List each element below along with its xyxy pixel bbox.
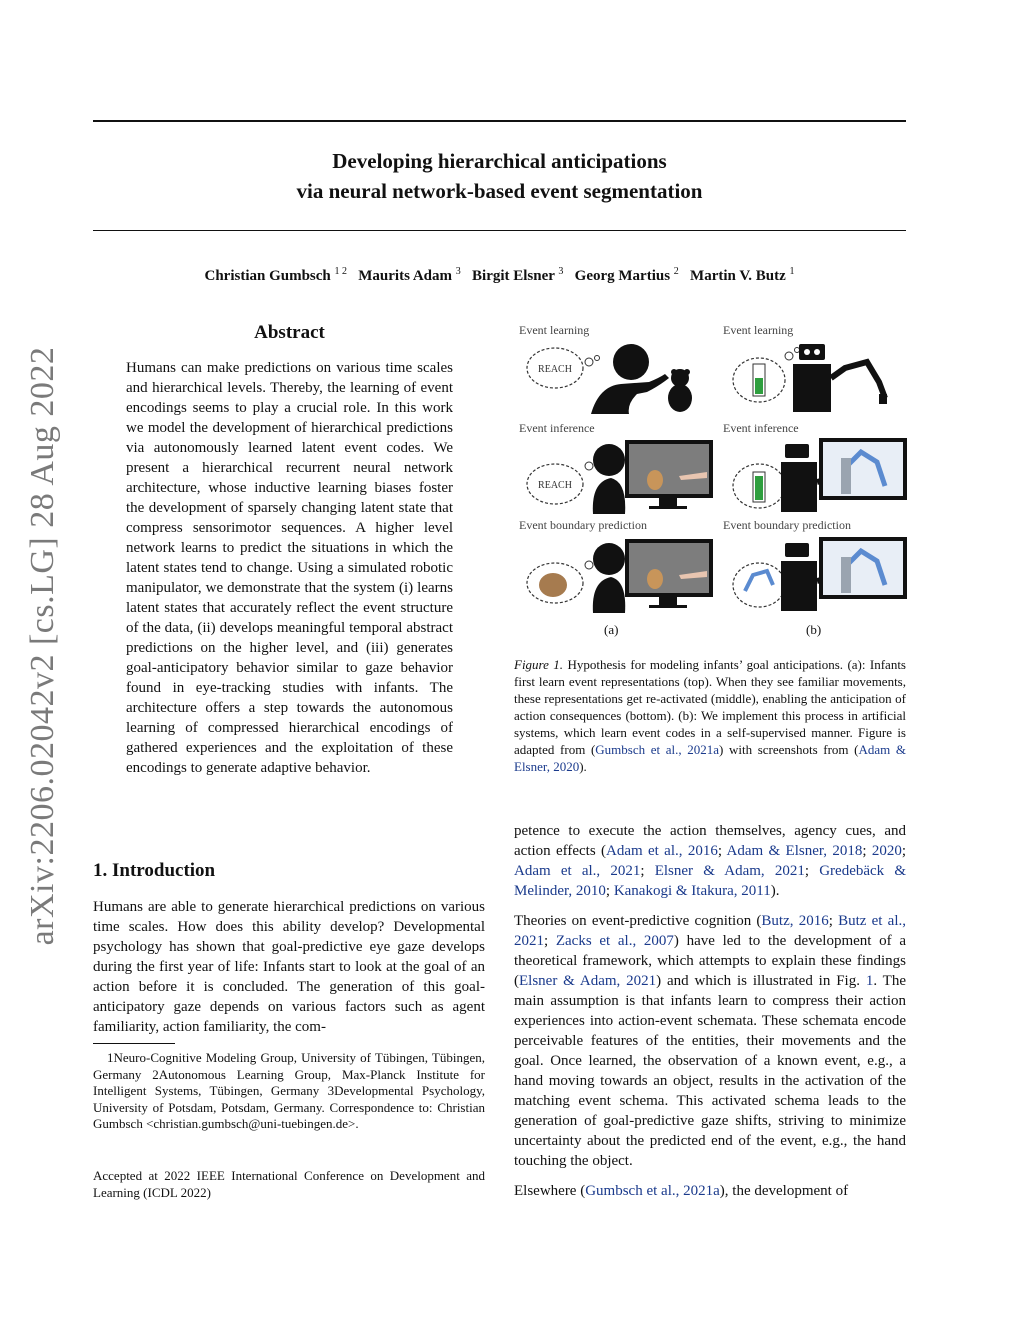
title-line-1: Developing hierarchical anticipations xyxy=(332,149,667,173)
simulated-arm-screenshot-icon xyxy=(819,438,907,500)
citation-link[interactable]: Adam et al., 2016 xyxy=(606,843,718,859)
paragraph-text: . The main assumption is that infants learn to compress their action experiences into action-event schemata. These schemata encode perceivable features of the entities, their movements and the goal. Once learned, the observation of a known event, e.g., a hand moving towards an object, results in the activation of the matching event schema. This activated schema leads to the generation of goal-predictive gaze shifts, striving to minimize uncertainty about the predicted end of the event, e.g., the hand touching the object. xyxy=(514,973,906,1169)
robot-event-inference-illustration xyxy=(723,438,908,514)
citation-link[interactable]: Butz, 2016 xyxy=(761,913,829,929)
figure-caption-text: ). xyxy=(579,759,587,774)
paragraph-text: petence to execute the action themselves, agency cues, and action effects ( xyxy=(514,823,906,859)
bubble-text: REACH xyxy=(538,480,572,491)
paragraph-text: Theories on event-predictive cognition ( xyxy=(514,913,762,929)
figure-label-boundary-b: Event boundary prediction xyxy=(723,518,851,532)
robot-event-learning-illustration xyxy=(723,338,908,416)
citation-link[interactable]: Gumbsch et al., 2021a xyxy=(595,742,720,757)
monitor-screenshot-icon xyxy=(625,539,713,608)
author-name: Maurits Adam xyxy=(358,268,453,284)
acceptance-note: Accepted at 2022 IEEE International Conference on Development and Learning (ICDL 2022) xyxy=(93,1168,485,1200)
figure-caption-text: ) with screenshots from ( xyxy=(719,742,859,757)
citation-link[interactable]: Gredebäck & Melinder, 2010 xyxy=(514,863,907,899)
footnote-rule xyxy=(93,1043,175,1044)
bubble-text: REACH xyxy=(538,364,572,375)
infant-boundary-prediction-illustration xyxy=(519,535,714,615)
author-affiliation: 3 xyxy=(558,266,564,277)
figure-caption-label: Figure 1. xyxy=(514,657,564,672)
intro-paragraph-1: Humans are able to generate hierarchical predictions on various time scales. How does this ability develop? Developmental psychology has shown that goal-predictive eye gaze develops during the first year of life: Infants start to look at the goal of an action before it is concluded. The generation of this goal-anticipatory gaze depends on various factors such as agent familiarity, action familiarity, the com- xyxy=(93,899,485,1035)
citation-link[interactable]: Elsner & Adam, 2021 xyxy=(654,863,805,879)
infant-head-silhouette-icon xyxy=(593,543,625,613)
infant-silhouette-icon xyxy=(591,344,669,414)
title-line-2: via neural network-based event segmentation xyxy=(296,179,703,203)
author-name: Georg Martius xyxy=(574,268,671,284)
abstract-heading: Abstract xyxy=(254,322,325,343)
abstract-text: Humans can make predictions on various time scales and hierarchical levels. Thereby, the learning of event encodings seems to play a crucial role. In this work we model the development of hierarchical predictions via autonomously learned latent event codes. We present a hierarchical recurrent neural network architecture, whose inductive learning biases foster the development of sparsely changing latent state that compress sensorimotor sequences. A higher level network learns to predict the situations in which the latent states tend to change. Using a simulated robotic manipulator, we demonstrate that the system (i) learns latent states that accurately reflect the event structure of the data, (ii) develops meaningful temporal abstract predictions on the higher level, and (iii) generates goal-anticipatory behavior similar to gaze behavior found in eye-tracking studies with infants. The architecture offers a step towards the autonomous learning of compressed hierarchical encodings of gathered experiences and the exploitation of these encodings to generate adaptive behavior. xyxy=(126,360,453,776)
intro-paragraph-3 xyxy=(514,1181,906,1201)
figure-caption-text: Hypothesis for modeling infants’ goal anticipations. (a): Infants first learn event representations (top). When they see familiar movements, these representations get re-activated (middle), enabling the anticipation of action consequences (bottom). (b): We implement this process in artificial systems, which learn event codes in a self-supervised manner. Figure is adapted from ( xyxy=(514,657,906,757)
infant-head-silhouette-icon xyxy=(593,444,625,514)
paragraph-text: ), the development of xyxy=(719,1183,849,1199)
citation-link[interactable]: Kanakogi & Itakura, 2011 xyxy=(613,883,771,899)
thought-bubble-icon xyxy=(733,348,800,403)
section-heading-introduction: 1. Introduction xyxy=(93,860,216,881)
author-affiliation: 1 2 xyxy=(334,266,348,277)
citation-link[interactable]: Zacks et al., 2007 xyxy=(555,933,674,949)
title-rule-top xyxy=(93,120,906,122)
intro-paragraph-1-continued: petence to execute the action themselves, agency cues, and action effects (Adam et al., 2016; Adam & Elsner, 2018; 2020; Adam et al., 2021; Elsner & Adam, 2021; Gredebäck & Melinder, 2010; Kanakogi & Itakura, 2011). xyxy=(514,823,907,899)
paragraph-text: ) and which is illustrated in Fig. xyxy=(656,973,866,989)
affiliations-footnote: 1Neuro-Cognitive Modeling Group, University of Tübingen, Tübingen, Germany 2Autonomous Learning Group, Max-Planck Institute for Intelligent Systems, Tübingen, Germany 3Developmental Psychology, University of Potsdam, Potsdam, Germany. Correspondence to: Christian Gumbsch <christian.gumbsch@uni-tuebingen.de>. xyxy=(93,1050,485,1131)
paper-title xyxy=(93,146,906,206)
author-affiliation: 3 xyxy=(455,266,461,277)
author-name: Martin V. Butz xyxy=(690,268,786,284)
infant-event-inference-illustration xyxy=(519,438,714,514)
paragraph-text: ) have led to the development of a theoretical framework, which attempts to explain these findings ( xyxy=(514,933,906,989)
robot-boundary-prediction-illustration xyxy=(723,535,908,615)
thought-bubble-icon xyxy=(733,464,785,508)
panel-label-b: (b) xyxy=(806,622,822,637)
title-rule-bottom xyxy=(93,230,906,231)
thought-bubble-icon xyxy=(527,557,600,604)
paragraph-text: Elsewhere ( xyxy=(514,1183,586,1199)
figure-label-event-inference-a: Event inference xyxy=(519,421,595,435)
figure-label-boundary-a: Event boundary prediction xyxy=(519,518,647,532)
citation-link[interactable]: Adam et al., 2021 xyxy=(514,863,641,879)
teddy-bear-icon xyxy=(668,369,692,412)
figure-label-event-inference-b: Event inference xyxy=(723,421,799,435)
arxiv-sidebar xyxy=(13,346,73,946)
panel-label-a: (a) xyxy=(604,622,619,637)
author-affiliation: 2 xyxy=(673,266,679,277)
citation-link[interactable]: Gumbsch et al., 2021a xyxy=(585,1183,720,1199)
citation-link[interactable]: 2020 xyxy=(871,843,902,859)
author-list xyxy=(93,266,906,285)
figure-label-event-learning-b: Event learning xyxy=(723,323,794,337)
citation-link[interactable]: Adam & Elsner, 2018 xyxy=(726,843,863,859)
author-name: Christian Gumbsch xyxy=(204,268,331,284)
intro-paragraph-2: Theories on event-predictive cognition (Butz, 2016; Butz et al., 2021; Zacks et al., 2007) have led to the development of a theoretical framework, which attempts to explain these findings (Elsner & Adam, 2021) and which is illustrated in Fig. 1. The main assumption is that infants learn to compress their action experiences into action-event schemata. These schemata encode perceivable features of the entities, their movements and the goal. Once learned, the observation of a known event, e.g., a hand moving towards an object, results in the activation of the matching event schema. This activated schema leads to the generation of goal-predictive gaze shifts, striving to minimize uncertainty about the predicted end of the event, e.g., the hand touching the object. xyxy=(514,913,906,1169)
arxiv-id: arXiv:2206.02042v2 [cs.LG] 28 Aug 2022 xyxy=(24,346,61,946)
citation-link[interactable]: Elsner & Adam, 2021 xyxy=(519,973,657,989)
citation-link[interactable]: Adam & Elsner, 2020 xyxy=(514,742,906,774)
citation-link[interactable]: Butz et al., 2021 xyxy=(514,913,906,949)
author-name: Birgit Elsner xyxy=(472,268,555,284)
figure-reference-link[interactable]: 1 xyxy=(865,973,874,989)
figure-caption xyxy=(514,656,906,775)
author-affiliation: 1 xyxy=(789,266,795,277)
simulated-arm-screenshot-icon xyxy=(819,537,907,599)
infant-event-learning-illustration xyxy=(519,338,714,416)
monitor-screenshot-icon xyxy=(625,440,713,509)
robot-icon xyxy=(793,344,887,412)
thought-bubble-icon xyxy=(733,563,785,607)
figure-label-event-learning-a: Event learning xyxy=(519,323,590,337)
